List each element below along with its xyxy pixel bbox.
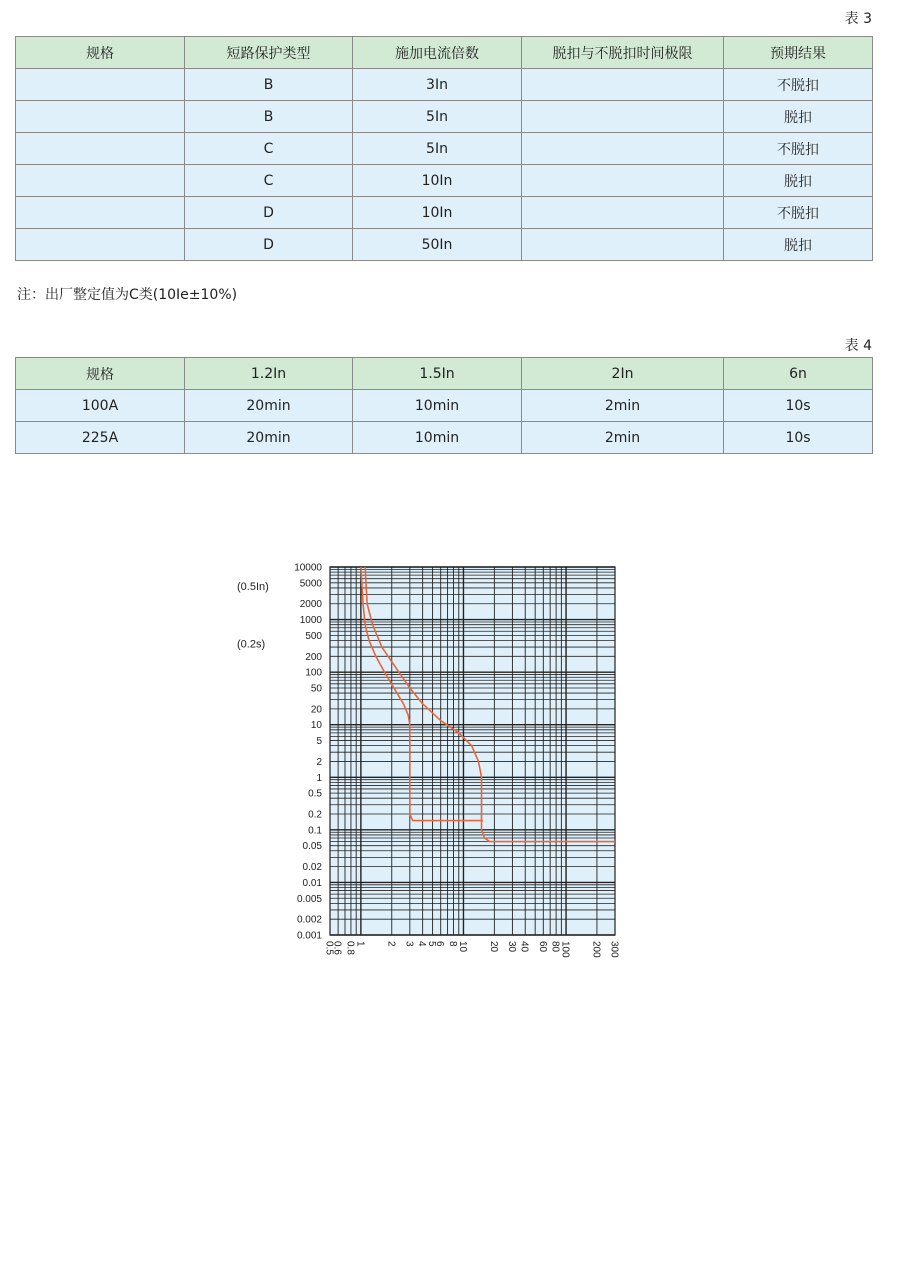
side-label: (0.5In) (237, 580, 269, 593)
x-tick-label: 10 (456, 941, 468, 953)
y-tick-label: 0.001 (296, 930, 322, 942)
table3-cell (16, 165, 185, 197)
table3-cell (522, 133, 724, 165)
table3-cell (522, 101, 724, 133)
table4-cell: 20min (185, 422, 353, 454)
table4-cell: 10min (353, 422, 522, 454)
y-tick-label: 2000 (299, 599, 322, 611)
table3-cell: B (185, 69, 353, 101)
y-tick-label: 0.002 (296, 914, 322, 926)
table3-cell: 脱扣 (724, 101, 873, 133)
table3-cell (522, 197, 724, 229)
y-tick-label: 10000 (294, 562, 322, 574)
table4-cell: 10s (724, 422, 873, 454)
side-label: (0.2s) (237, 638, 266, 651)
table3-row (16, 133, 873, 165)
table4-header-cell: 1.2In (185, 358, 353, 390)
table4-cell: 10min (353, 390, 522, 422)
table3-cell: 脱扣 (724, 229, 873, 261)
table3-cell: 5In (353, 133, 522, 165)
factory-setting-note: 注：出厂整定值为C类(10Ie±10%) (17, 287, 238, 303)
table3-row (16, 69, 873, 101)
table4-cell: 2min (522, 422, 724, 454)
table3-cell: D (185, 197, 353, 229)
table4-row (16, 422, 873, 454)
table3-caption: 表 3 (844, 11, 872, 27)
table4-cell: 100A (16, 390, 185, 422)
x-tick-label: 1 (354, 941, 366, 947)
table4-cell: 10s (724, 390, 873, 422)
table3-cell (16, 229, 185, 261)
table3-cell: 脱扣 (724, 165, 873, 197)
x-tick-label: 5 (426, 941, 438, 947)
table3-cell (16, 69, 185, 101)
x-tick-label: 200 (590, 941, 602, 958)
x-tick-label: 20 (487, 941, 499, 953)
table3-cell: 10In (353, 197, 522, 229)
x-tick-label: 0.8 (344, 941, 356, 955)
table3-row (16, 229, 873, 261)
table3-cell: 不脱扣 (724, 133, 873, 165)
table3 (15, 36, 873, 261)
x-tick-label: 80 (549, 941, 561, 953)
x-tick-label: 0.6 (331, 941, 343, 955)
x-tick-label: 4 (416, 941, 428, 947)
y-tick-label: 0.5 (308, 788, 322, 800)
table3-cell: C (185, 133, 353, 165)
table3-cell: B (185, 101, 353, 133)
table3-header-cell: 施加电流倍数 (353, 37, 522, 69)
x-tick-label: 300 (608, 941, 620, 958)
y-tick-label: 5000 (299, 578, 322, 590)
table4-header-cell: 规格 (16, 358, 185, 390)
x-tick-label: 0.5 (323, 941, 335, 955)
table3-cell (16, 133, 185, 165)
table4-caption: 表 4 (844, 338, 872, 354)
x-tick-label: 60 (536, 941, 548, 953)
table3-cell (522, 69, 724, 101)
x-tick-label: 8 (447, 941, 459, 947)
y-tick-label: 0.005 (296, 893, 322, 905)
y-tick-label: 20 (310, 704, 322, 716)
table4 (15, 357, 873, 454)
table3-cell (16, 101, 185, 133)
table3-cell (522, 165, 724, 197)
x-tick-label: 3 (403, 941, 415, 947)
time-current-curve-chart (225, 555, 645, 975)
table3-cell: 3In (353, 69, 522, 101)
table4-header-cell: 6n (724, 358, 873, 390)
y-tick-label: 5 (316, 736, 322, 748)
table3-cell: 不脱扣 (724, 197, 873, 229)
y-tick-label: 0.01 (302, 877, 322, 889)
table3-row (16, 165, 873, 197)
table3-cell (522, 229, 724, 261)
y-tick-label: 100 (305, 667, 322, 679)
y-tick-label: 2 (316, 756, 322, 768)
table3-cell: 50In (353, 229, 522, 261)
y-tick-label: 1000 (299, 615, 322, 627)
table4-row (16, 390, 873, 422)
y-tick-label: 10 (310, 720, 322, 732)
table3-cell: 5In (353, 101, 522, 133)
table3-row (16, 101, 873, 133)
table3-header-cell: 预期结果 (724, 37, 873, 69)
y-tick-label: 0.2 (308, 809, 322, 821)
table3-cell: 不脱扣 (724, 69, 873, 101)
table3-header-cell: 规格 (16, 37, 185, 69)
y-tick-label: 0.02 (302, 862, 322, 874)
table4-cell: 2min (522, 390, 724, 422)
table3-header-cell: 脱扣与不脱扣时间极限 (522, 37, 724, 69)
table4-header-cell: 1.5In (353, 358, 522, 390)
table4-header-cell: 2In (522, 358, 724, 390)
table4-cell: 225A (16, 422, 185, 454)
table3-cell: D (185, 229, 353, 261)
x-tick-label: 2 (385, 941, 397, 947)
y-tick-label: 50 (310, 683, 322, 695)
x-tick-label: 100 (559, 941, 571, 958)
table4-cell: 20min (185, 390, 353, 422)
table3-cell: 10In (353, 165, 522, 197)
x-tick-label: 40 (518, 941, 530, 953)
y-tick-label: 200 (305, 651, 322, 663)
table3-header-cell: 短路保护类型 (185, 37, 353, 69)
x-tick-label: 6 (434, 941, 446, 947)
table3-cell: C (185, 165, 353, 197)
y-tick-label: 1 (316, 772, 322, 784)
table3-cell (16, 197, 185, 229)
y-tick-label: 500 (305, 630, 322, 642)
x-tick-label: 30 (505, 941, 517, 953)
y-tick-label: 0.05 (302, 841, 322, 853)
y-tick-label: 0.1 (308, 825, 322, 837)
table3-row (16, 197, 873, 229)
